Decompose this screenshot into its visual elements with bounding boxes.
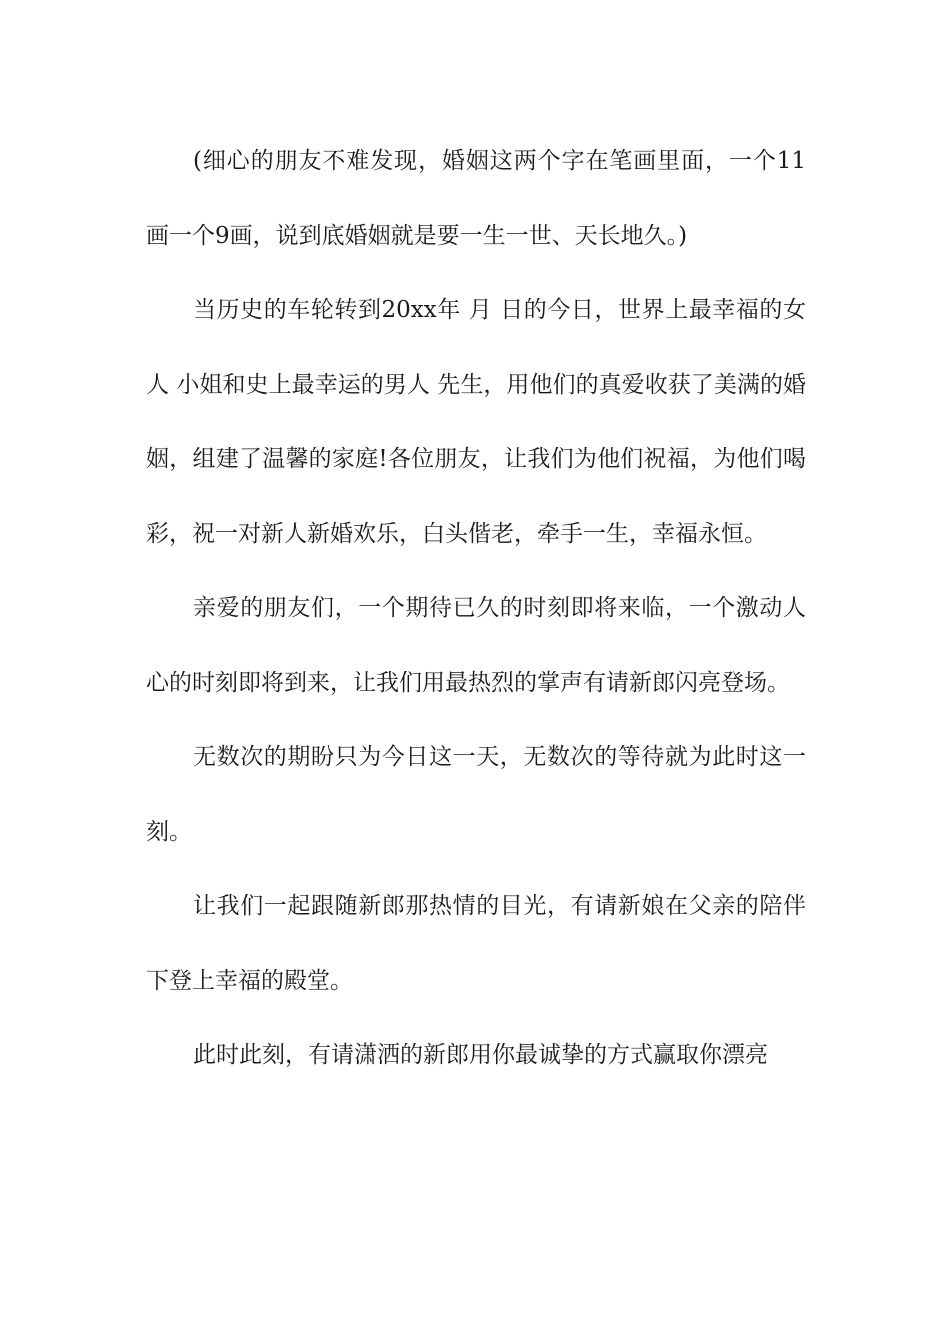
paragraph: 让我们一起跟随新郎那热情的目光，有请新娘在父亲的陪伴下登上幸福的殿堂。 [146,893,806,994]
paragraph: 当历史的车轮转到20xx年 月 日的今日，世界上最幸福的女人 小姐和史上最幸运的男人 先生，用他们的真爱收获了美满的婚姻，组建了温馨的家庭!各位朋友，让我们为他们祝福，为他们喝彩，祝一对新人新婚欢乐，白头偕老，牵手一生，幸福永恒。 [146,297,806,547]
paragraph: 此时此刻，有请潇洒的新郎用你最诚挚的方式赢取你漂亮 [193,1042,768,1068]
paragraph: (细心的朋友不难发现，婚姻这两个字在笔画里面，一个11画一个9画，说到底婚姻就是要一生一世、天长地久。) [146,148,806,249]
paragraph: 亲爱的朋友们，一个期待已久的时刻即将来临，一个激动人心的时刻即将到来，让我们用最热烈的掌声有请新郎闪亮登场。 [146,595,806,696]
paragraph: 无数次的期盼只为今日这一天，无数次的等待就为此时这一刻。 [146,744,806,845]
document-body [146,124,806,1093]
